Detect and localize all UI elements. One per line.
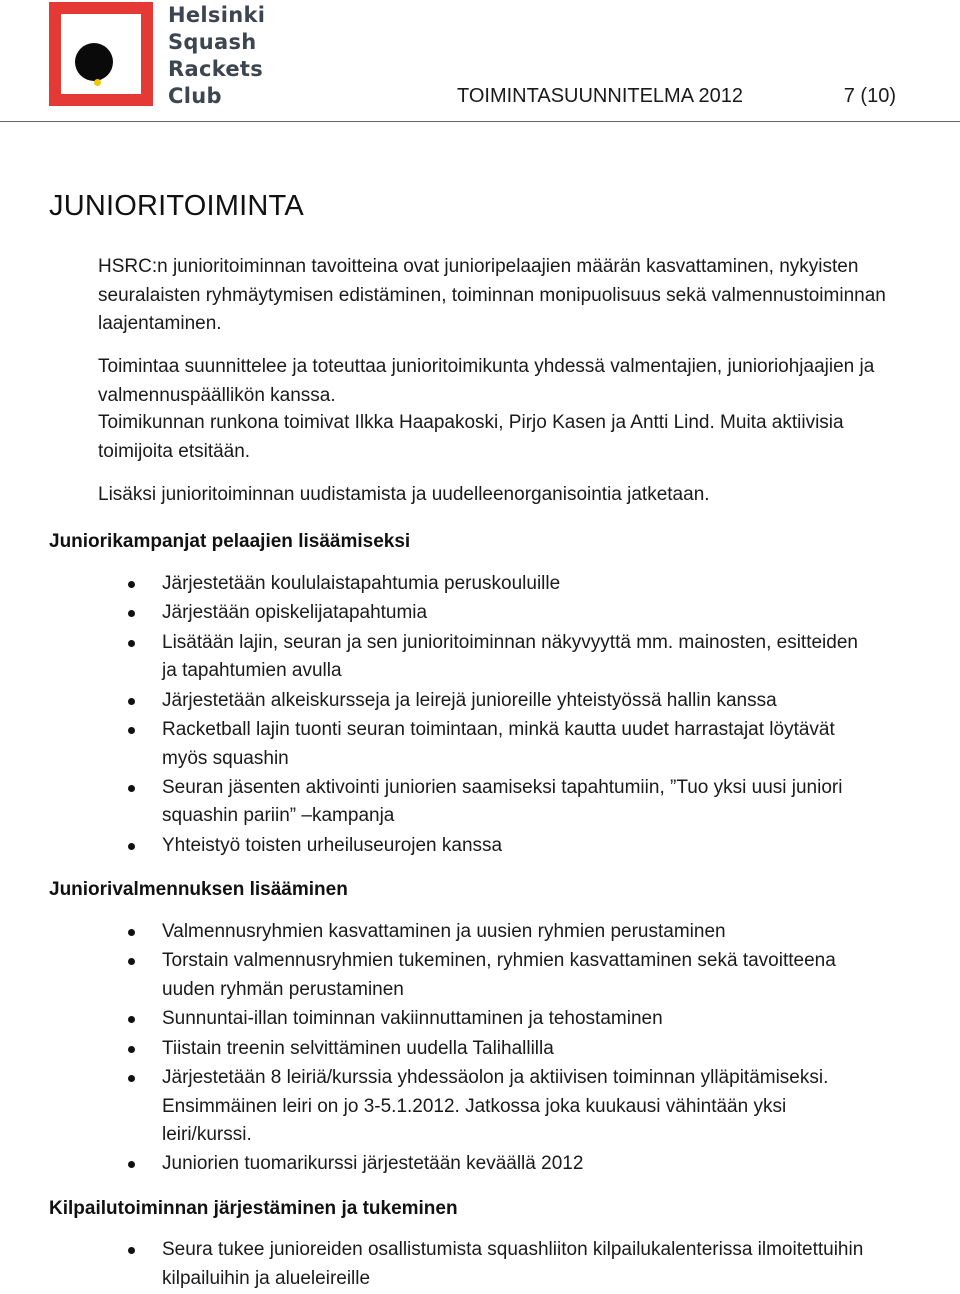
bullet-icon <box>128 843 135 850</box>
club-logo <box>49 2 153 106</box>
list-item: Yhteistyö toisten urheiluseurojen kanssa <box>0 832 872 861</box>
logo-wordmark <box>168 2 265 110</box>
logo-line: Club <box>168 84 222 108</box>
bullet-icon <box>128 581 135 588</box>
campaigns-list <box>0 570 900 861</box>
logo-line: Rackets <box>168 57 264 81</box>
bullet-icon <box>128 929 135 936</box>
list-item: Racketball lajin tuonti seuran toimintaan, minkä kautta uudet harrastajat löytävät myös squashin <box>0 716 872 773</box>
coaching-list <box>0 918 900 1180</box>
logo-inner-square <box>61 14 141 94</box>
organization-paragraph: Toimintaa suunnittelee ja toteuttaa junioritoimikunta yhdessä valmentajien, junioriohjaajien ja valmennuspäällikön kanssa. <box>98 356 875 406</box>
page-number: 7 (10) <box>843 85 896 107</box>
bullet-icon <box>128 785 135 792</box>
section-heading-competitions: Kilpailutoiminnan järjestäminen ja tukeminen <box>49 1198 458 1219</box>
bullet-icon <box>128 1046 135 1053</box>
bullet-icon <box>128 727 135 734</box>
bullet-icon <box>128 698 135 705</box>
committee-paragraph: Toimikunnan runkona toimivat Ilkka Haapakoski, Pirjo Kasen ja Antti Lind. Muita aktiivisia toimijoita etsitään. <box>98 412 844 462</box>
bullet-icon <box>128 1016 135 1023</box>
competitions-list <box>0 1236 900 1294</box>
bullet-icon <box>128 610 135 617</box>
bullet-icon <box>128 1161 135 1168</box>
intro-paragraph: HSRC:n junioritoiminnan tavoitteina ovat junioripelaajien määrän kasvattaminen, nykyisten seuralaisten ryhmäytymisen edistäminen, toiminnan monipuolisuus sekä valmennustoiminnan laajentaminen. <box>98 256 886 334</box>
list-item: Valmennusryhmien kasvattaminen ja uusien ryhmien perustaminen <box>0 918 872 947</box>
page-header <box>0 0 960 122</box>
squash-ball-icon <box>75 43 113 81</box>
section-title: JUNIORITOIMINTA <box>49 190 304 222</box>
renewal-paragraph: Lisäksi junioritoiminnan uudistamista ja uudelleenorganisointia jatketaan. <box>98 484 710 505</box>
list-item: Lisätään lajin, seuran ja sen junioritoiminnan näkyvyyttä mm. mainosten, esitteiden ja tapahtumien avulla <box>0 629 872 686</box>
list-item: Seura tukee junioreiden osallistumista squashliiton kilpailukalenterissa ilmoitettuihin kilpailuihin ja alueleireille <box>0 1236 872 1293</box>
list-item: Seuran jäsenten aktivointi juniorien saamiseksi tapahtumiin, ”Tuo yksi uusi juniori squashin pariin” –kampanja <box>0 774 872 831</box>
bullet-icon <box>128 1075 135 1082</box>
bullet-icon <box>128 1247 135 1254</box>
list-item: Sunnuntai-illan toiminnan vakiinnuttaminen ja tehostaminen <box>0 1005 872 1034</box>
list-item: Järjestään opiskelijatapahtumia <box>0 599 872 628</box>
list-item: Järjestetään alkeiskursseja ja leirejä junioreille yhteistyössä hallin kanssa <box>0 687 872 716</box>
bullet-icon <box>128 958 135 965</box>
logo-line: Helsinki <box>168 3 266 27</box>
section-heading-coaching: Juniorivalmennuksen lisääminen <box>49 879 348 900</box>
header-divider <box>0 121 960 122</box>
list-item: Torstain valmennusryhmien tukeminen, ryhmien kasvattaminen sekä tavoitteena uuden ryhmän perustaminen <box>0 947 872 1004</box>
list-item: Tiistain treenin selvittäminen uudella Talihallilla <box>0 1035 872 1064</box>
list-item: Järjestetään koululaistapahtumia peruskouluille <box>0 570 872 599</box>
document-title: TOIMINTASUUNNITELMA 2012 <box>457 85 743 107</box>
section-heading-campaigns: Juniorikampanjat pelaajien lisäämiseksi <box>49 531 411 552</box>
logo-line: Squash <box>168 30 257 54</box>
ball-dot-icon <box>94 79 101 86</box>
list-item: Juniorien tuomarikurssi järjestetään keväällä 2012 <box>0 1150 872 1179</box>
bullet-icon <box>128 640 135 647</box>
list-item: Järjestetään 8 leiriä/kurssia yhdessäolon ja aktiivisen toiminnan ylläpitämiseksi. Ensimmäinen leiri on jo 3-5.1.2012. Jatkossa joka kuukausi vähintään yksi leiri/kurssi. <box>0 1064 872 1150</box>
